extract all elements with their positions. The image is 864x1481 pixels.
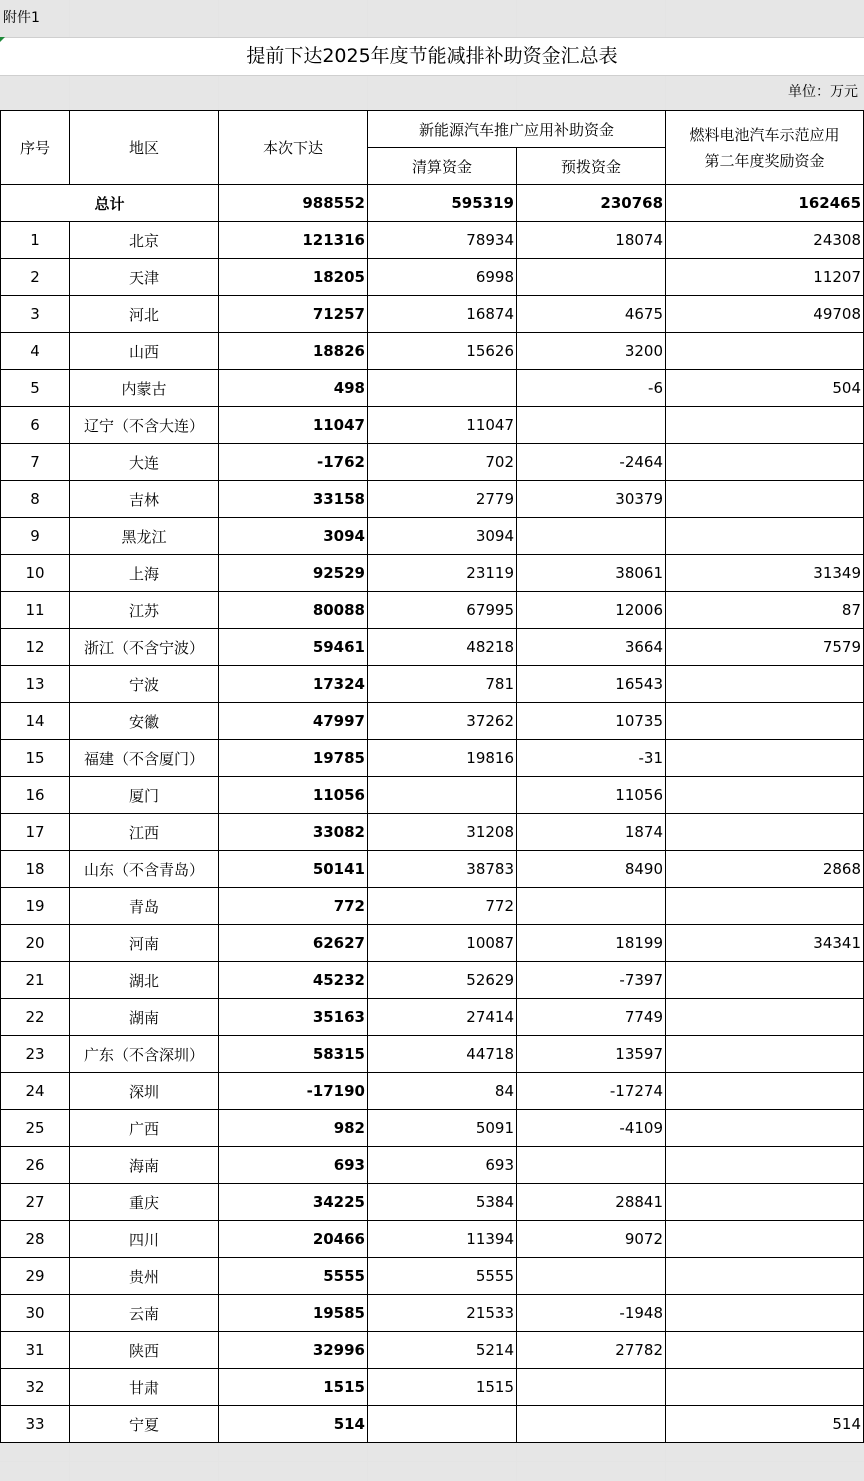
row-this-issue: 92529 (219, 555, 368, 592)
row-settlement: 781 (368, 666, 517, 703)
row-settlement: 5214 (368, 1332, 517, 1369)
row-settlement: 15626 (368, 333, 517, 370)
row-seq: 17 (1, 814, 70, 851)
row-advance: 3200 (517, 333, 666, 370)
row-advance: 4675 (517, 296, 666, 333)
row-advance: -7397 (517, 962, 666, 999)
row-fuel-cell: 31349 (666, 555, 864, 592)
row-advance: 8490 (517, 851, 666, 888)
table-row (1, 555, 864, 592)
row-fuel-cell: 504 (666, 370, 864, 407)
row-settlement: 19816 (368, 740, 517, 777)
table-row (1, 629, 864, 666)
table-row (1, 1073, 864, 1110)
row-fuel-cell (666, 888, 864, 925)
table-row (1, 444, 864, 481)
row-region: 辽宁（不含大连） (70, 407, 219, 444)
table-row (1, 1332, 864, 1369)
unit-label: 单位：万元 (788, 84, 858, 100)
row-region: 广西 (70, 1110, 219, 1147)
row-fuel-cell: 7579 (666, 629, 864, 666)
row-fuel-cell (666, 1295, 864, 1332)
row-fuel-cell (666, 444, 864, 481)
table-row (1, 1406, 864, 1443)
row-this-issue: 58315 (219, 1036, 368, 1073)
row-advance: 13597 (517, 1036, 666, 1073)
row-advance (517, 407, 666, 444)
row-this-issue: 3094 (219, 518, 368, 555)
row-advance: -1948 (517, 1295, 666, 1332)
row-seq: 25 (1, 1110, 70, 1147)
header-fuel-cell-line2: 第二年度奖励资金 (704, 151, 825, 170)
row-settlement: 5384 (368, 1184, 517, 1221)
row-seq: 19 (1, 888, 70, 925)
row-advance (517, 1369, 666, 1406)
row-settlement: 693 (368, 1147, 517, 1184)
row-region: 安徽 (70, 703, 219, 740)
row-this-issue: 50141 (219, 851, 368, 888)
row-advance (517, 1406, 666, 1443)
row-this-issue: 33158 (219, 481, 368, 518)
row-fuel-cell: 34341 (666, 925, 864, 962)
row-fuel-cell (666, 703, 864, 740)
row-seq: 21 (1, 962, 70, 999)
row-advance: 27782 (517, 1332, 666, 1369)
row-region: 湖北 (70, 962, 219, 999)
row-fuel-cell (666, 999, 864, 1036)
header-this-issue: 本次下达 (219, 111, 368, 185)
row-this-issue: 59461 (219, 629, 368, 666)
row-region: 重庆 (70, 1184, 219, 1221)
row-advance (517, 1147, 666, 1184)
row-this-issue: 498 (219, 370, 368, 407)
row-advance (517, 888, 666, 925)
row-advance: 11056 (517, 777, 666, 814)
row-region: 宁夏 (70, 1406, 219, 1443)
table-row (1, 777, 864, 814)
table-row (1, 259, 864, 296)
table-row (1, 333, 864, 370)
row-fuel-cell (666, 666, 864, 703)
row-this-issue: 33082 (219, 814, 368, 851)
row-seq: 1 (1, 222, 70, 259)
header-region: 地区 (70, 111, 219, 185)
row-region: 湖南 (70, 999, 219, 1036)
table-row (1, 703, 864, 740)
row-this-issue: 32996 (219, 1332, 368, 1369)
row-seq: 27 (1, 1184, 70, 1221)
row-this-issue: 35163 (219, 999, 368, 1036)
row-seq: 6 (1, 407, 70, 444)
row-fuel-cell (666, 1369, 864, 1406)
row-seq: 32 (1, 1369, 70, 1406)
row-seq: 26 (1, 1147, 70, 1184)
row-this-issue: 693 (219, 1147, 368, 1184)
row-fuel-cell (666, 1073, 864, 1110)
row-fuel-cell (666, 777, 864, 814)
row-this-issue: 18826 (219, 333, 368, 370)
table-row (1, 1184, 864, 1221)
row-settlement: 23119 (368, 555, 517, 592)
row-advance: 12006 (517, 592, 666, 629)
row-this-issue: 45232 (219, 962, 368, 999)
header-fuel-cell (666, 111, 864, 185)
row-advance (517, 518, 666, 555)
row-settlement: 31208 (368, 814, 517, 851)
row-seq: 33 (1, 1406, 70, 1443)
row-advance: 30379 (517, 481, 666, 518)
row-settlement (368, 1406, 517, 1443)
cell-comment-marker (0, 37, 5, 42)
row-fuel-cell (666, 1110, 864, 1147)
row-fuel-cell (666, 1332, 864, 1369)
total-advance: 230768 (517, 185, 666, 222)
total-settlement: 595319 (368, 185, 517, 222)
row-fuel-cell (666, 1258, 864, 1295)
row-this-issue: 17324 (219, 666, 368, 703)
row-region: 天津 (70, 259, 219, 296)
row-region: 福建（不含厦门） (70, 740, 219, 777)
row-seq: 11 (1, 592, 70, 629)
row-region: 北京 (70, 222, 219, 259)
row-seq: 5 (1, 370, 70, 407)
row-fuel-cell (666, 1036, 864, 1073)
row-settlement: 37262 (368, 703, 517, 740)
row-fuel-cell (666, 962, 864, 999)
row-settlement: 27414 (368, 999, 517, 1036)
row-advance: 28841 (517, 1184, 666, 1221)
row-region: 云南 (70, 1295, 219, 1332)
row-this-issue: -1762 (219, 444, 368, 481)
row-settlement (368, 777, 517, 814)
row-this-issue: 62627 (219, 925, 368, 962)
table-row (1, 1295, 864, 1332)
row-seq: 28 (1, 1221, 70, 1258)
row-advance: 3664 (517, 629, 666, 666)
row-advance: 10735 (517, 703, 666, 740)
row-region: 河南 (70, 925, 219, 962)
row-region: 甘肃 (70, 1369, 219, 1406)
table-row (1, 1147, 864, 1184)
row-advance: 38061 (517, 555, 666, 592)
row-this-issue: 19785 (219, 740, 368, 777)
total-this-issue: 988552 (219, 185, 368, 222)
row-seq: 15 (1, 740, 70, 777)
row-settlement (368, 370, 517, 407)
total-label: 总计 (1, 185, 219, 222)
row-fuel-cell: 87 (666, 592, 864, 629)
row-this-issue: 80088 (219, 592, 368, 629)
row-region: 浙江（不含宁波） (70, 629, 219, 666)
row-region: 河北 (70, 296, 219, 333)
row-fuel-cell: 2868 (666, 851, 864, 888)
row-advance (517, 259, 666, 296)
row-seq: 9 (1, 518, 70, 555)
subsidy-summary-table (0, 110, 864, 1443)
row-region: 上海 (70, 555, 219, 592)
row-settlement: 2779 (368, 481, 517, 518)
row-region: 吉林 (70, 481, 219, 518)
row-fuel-cell (666, 518, 864, 555)
row-settlement: 6998 (368, 259, 517, 296)
row-this-issue: 514 (219, 1406, 368, 1443)
row-settlement: 772 (368, 888, 517, 925)
row-settlement: 702 (368, 444, 517, 481)
table-row (1, 370, 864, 407)
row-region: 江西 (70, 814, 219, 851)
row-settlement: 11047 (368, 407, 517, 444)
row-settlement: 67995 (368, 592, 517, 629)
row-advance: 1874 (517, 814, 666, 851)
row-fuel-cell: 514 (666, 1406, 864, 1443)
table-row (1, 1258, 864, 1295)
row-seq: 16 (1, 777, 70, 814)
row-seq: 12 (1, 629, 70, 666)
row-region: 厦门 (70, 777, 219, 814)
row-region: 海南 (70, 1147, 219, 1184)
row-this-issue: 121316 (219, 222, 368, 259)
table-row (1, 888, 864, 925)
row-settlement: 52629 (368, 962, 517, 999)
header-seq: 序号 (1, 111, 70, 185)
row-region: 深圳 (70, 1073, 219, 1110)
table-row (1, 518, 864, 555)
row-this-issue: 1515 (219, 1369, 368, 1406)
table-row (1, 851, 864, 888)
header-nev-group: 新能源汽车推广应用补助资金 (368, 111, 666, 148)
row-settlement: 5091 (368, 1110, 517, 1147)
grid-line (0, 1461, 864, 1462)
row-seq: 10 (1, 555, 70, 592)
table-row (1, 740, 864, 777)
row-seq: 8 (1, 481, 70, 518)
row-seq: 18 (1, 851, 70, 888)
row-seq: 31 (1, 1332, 70, 1369)
row-seq: 4 (1, 333, 70, 370)
row-this-issue: 11056 (219, 777, 368, 814)
row-seq: 30 (1, 1295, 70, 1332)
row-region: 山东（不含青岛） (70, 851, 219, 888)
row-settlement: 21533 (368, 1295, 517, 1332)
row-advance: -17274 (517, 1073, 666, 1110)
row-region: 四川 (70, 1221, 219, 1258)
row-this-issue: -17190 (219, 1073, 368, 1110)
row-region: 大连 (70, 444, 219, 481)
row-this-issue: 5555 (219, 1258, 368, 1295)
table-row (1, 222, 864, 259)
row-seq: 24 (1, 1073, 70, 1110)
row-region: 宁波 (70, 666, 219, 703)
row-settlement: 10087 (368, 925, 517, 962)
row-advance (517, 1258, 666, 1295)
row-this-issue: 772 (219, 888, 368, 925)
row-fuel-cell (666, 481, 864, 518)
row-fuel-cell (666, 740, 864, 777)
row-settlement: 3094 (368, 518, 517, 555)
row-seq: 14 (1, 703, 70, 740)
row-advance: 16543 (517, 666, 666, 703)
table-row (1, 1110, 864, 1147)
table-row (1, 1369, 864, 1406)
row-fuel-cell: 49708 (666, 296, 864, 333)
row-region: 广东（不含深圳） (70, 1036, 219, 1073)
row-fuel-cell (666, 333, 864, 370)
row-settlement: 78934 (368, 222, 517, 259)
row-advance: -6 (517, 370, 666, 407)
row-seq: 22 (1, 999, 70, 1036)
row-region: 内蒙古 (70, 370, 219, 407)
row-advance: -31 (517, 740, 666, 777)
row-fuel-cell (666, 814, 864, 851)
row-seq: 20 (1, 925, 70, 962)
row-region: 青岛 (70, 888, 219, 925)
row-fuel-cell: 24308 (666, 222, 864, 259)
row-fuel-cell (666, 407, 864, 444)
row-region: 黑龙江 (70, 518, 219, 555)
table-row (1, 962, 864, 999)
header-settlement: 清算资金 (368, 148, 517, 185)
row-seq: 23 (1, 1036, 70, 1073)
row-advance: 9072 (517, 1221, 666, 1258)
row-this-issue: 47997 (219, 703, 368, 740)
table-row (1, 407, 864, 444)
row-this-issue: 19585 (219, 1295, 368, 1332)
table-row (1, 814, 864, 851)
row-settlement: 11394 (368, 1221, 517, 1258)
row-seq: 3 (1, 296, 70, 333)
table-row (1, 999, 864, 1036)
row-region: 陕西 (70, 1332, 219, 1369)
row-this-issue: 11047 (219, 407, 368, 444)
table-title: 提前下达2025年度节能减排补助资金汇总表 (0, 37, 864, 76)
header-advance: 预拨资金 (517, 148, 666, 185)
row-settlement: 44718 (368, 1036, 517, 1073)
table-row (1, 1036, 864, 1073)
row-settlement: 16874 (368, 296, 517, 333)
row-this-issue: 71257 (219, 296, 368, 333)
row-this-issue: 34225 (219, 1184, 368, 1221)
table-row (1, 1221, 864, 1258)
table-row (1, 592, 864, 629)
row-advance: -2464 (517, 444, 666, 481)
row-seq: 29 (1, 1258, 70, 1295)
row-settlement: 1515 (368, 1369, 517, 1406)
row-settlement: 84 (368, 1073, 517, 1110)
row-settlement: 38783 (368, 851, 517, 888)
row-seq: 2 (1, 259, 70, 296)
row-settlement: 5555 (368, 1258, 517, 1295)
row-this-issue: 982 (219, 1110, 368, 1147)
row-advance: 7749 (517, 999, 666, 1036)
total-row (1, 185, 864, 222)
table-row (1, 481, 864, 518)
row-this-issue: 18205 (219, 259, 368, 296)
table-row (1, 296, 864, 333)
table-row (1, 666, 864, 703)
row-region: 江苏 (70, 592, 219, 629)
row-fuel-cell (666, 1221, 864, 1258)
row-this-issue: 20466 (219, 1221, 368, 1258)
row-advance: 18199 (517, 925, 666, 962)
header-fuel-cell-line1: 燃料电池汽车示范应用 (689, 125, 840, 144)
row-advance: -4109 (517, 1110, 666, 1147)
attachment-label: 附件1 (3, 10, 40, 26)
row-settlement: 48218 (368, 629, 517, 666)
row-region: 山西 (70, 333, 219, 370)
row-seq: 13 (1, 666, 70, 703)
row-fuel-cell (666, 1147, 864, 1184)
row-fuel-cell: 11207 (666, 259, 864, 296)
total-fuel-cell: 162465 (666, 185, 864, 222)
row-seq: 7 (1, 444, 70, 481)
row-advance: 18074 (517, 222, 666, 259)
row-region: 贵州 (70, 1258, 219, 1295)
table-row (1, 925, 864, 962)
row-fuel-cell (666, 1184, 864, 1221)
